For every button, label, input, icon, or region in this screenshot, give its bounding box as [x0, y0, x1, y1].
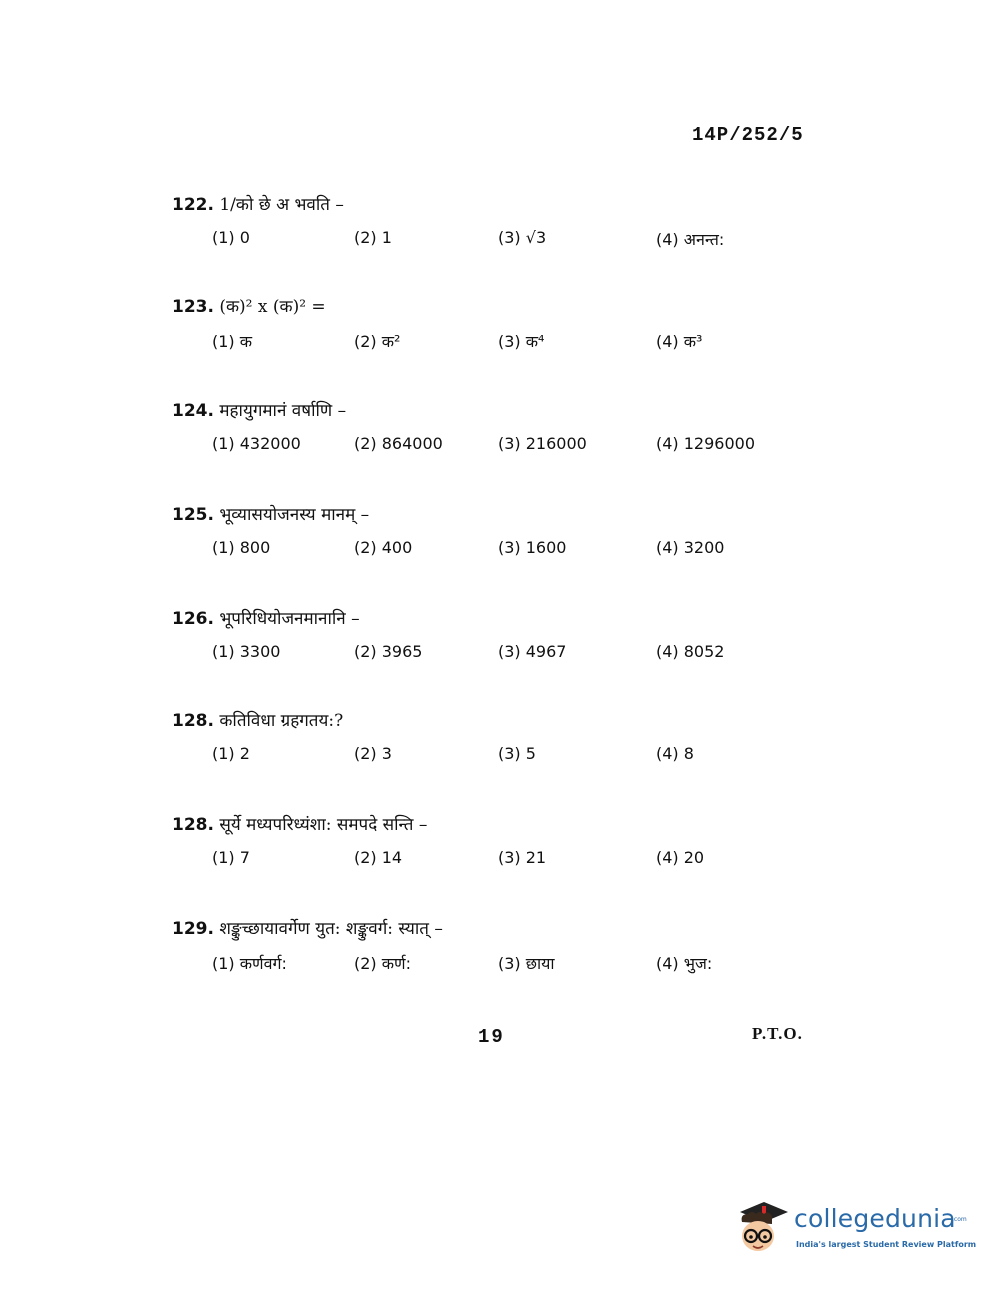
option-4: (4) 1296000	[656, 434, 756, 453]
option-3: (3) 1600	[498, 538, 567, 557]
question-125	[172, 502, 832, 572]
question-number: 124.	[172, 401, 214, 421]
option-1: (1) कर्णवर्ग:	[212, 954, 287, 973]
student-mascot-icon	[734, 1196, 792, 1258]
option-4: (4) क³	[656, 332, 703, 351]
question-number: 125.	[172, 505, 214, 525]
option-1: (1) 3300	[212, 642, 281, 661]
option-2: (2) 864000	[354, 434, 443, 453]
option-1: (1) 7	[212, 848, 250, 867]
page-number: 19	[478, 1026, 505, 1048]
question-number: 129.	[172, 919, 214, 939]
question-text: शङ्कुच्छायावर्गेण युत: शङ्कुवर्ग: स्यात् –	[219, 919, 443, 939]
question-number: 128.	[172, 815, 214, 835]
option-3: (3) 5	[498, 744, 536, 763]
option-4: (4) 8052	[656, 642, 725, 661]
option-3: (3) 4967	[498, 642, 567, 661]
question-text: भूव्यासयोजनस्य मानम् –	[219, 505, 370, 525]
question-number: 126.	[172, 609, 214, 629]
option-1: (1) 2	[212, 744, 250, 763]
logo-wordmark: collegedunia	[794, 1204, 956, 1233]
option-4: (4) 3200	[656, 538, 725, 557]
collegedunia-logo	[734, 1196, 977, 1262]
option-4: (4) भुज:	[656, 954, 713, 973]
question-text: 1/को छे अ भवति –	[219, 195, 344, 215]
question-129	[172, 916, 832, 986]
logo-tagline: India's largest Student Review Platform	[796, 1240, 977, 1249]
option-4: (4) अनन्त:	[656, 230, 725, 249]
question-text: भूपरिधियोजनमानानि –	[219, 609, 360, 629]
option-3: (3) छाया	[498, 954, 555, 973]
question-124	[172, 398, 832, 468]
option-1: (1) 432000	[212, 434, 301, 453]
option-2: (2) क²	[354, 332, 401, 351]
option-3: (3) √3	[498, 228, 547, 247]
question-text: (क)² x (क)² =	[219, 297, 326, 317]
question-128-b	[172, 812, 832, 882]
option-2: (2) 400	[354, 538, 413, 557]
paper-code: 14P/252/5	[692, 124, 804, 146]
question-number: 123.	[172, 297, 214, 317]
question-123	[172, 294, 832, 364]
option-2: (2) 3965	[354, 642, 423, 661]
option-2: (2) 1	[354, 228, 392, 247]
option-1: (1) 0	[212, 228, 250, 247]
option-4: (4) 20	[656, 848, 705, 867]
question-number: 122.	[172, 195, 214, 215]
question-text: महायुगमानं वर्षाणि –	[219, 401, 347, 421]
option-2: (2) 3	[354, 744, 392, 763]
option-1: (1) 800	[212, 538, 271, 557]
question-number: 128.	[172, 711, 214, 731]
option-2: (2) कर्ण:	[354, 954, 411, 973]
question-122	[172, 192, 832, 262]
option-1: (1) क	[212, 332, 253, 351]
option-3: (3) क⁴	[498, 332, 545, 351]
question-128-a	[172, 708, 832, 778]
question-text: कतिविधा ग्रहगतय:?	[219, 711, 344, 731]
pto-label: P.T.O.	[752, 1024, 803, 1043]
option-4: (4) 8	[656, 744, 694, 763]
logo-domain: .com	[952, 1216, 967, 1223]
option-2: (2) 14	[354, 848, 403, 867]
option-3: (3) 216000	[498, 434, 587, 453]
option-3: (3) 21	[498, 848, 547, 867]
question-text: सूर्ये मध्यपरिध्यंशा: समपदे सन्ति –	[219, 815, 428, 835]
question-126	[172, 606, 832, 676]
